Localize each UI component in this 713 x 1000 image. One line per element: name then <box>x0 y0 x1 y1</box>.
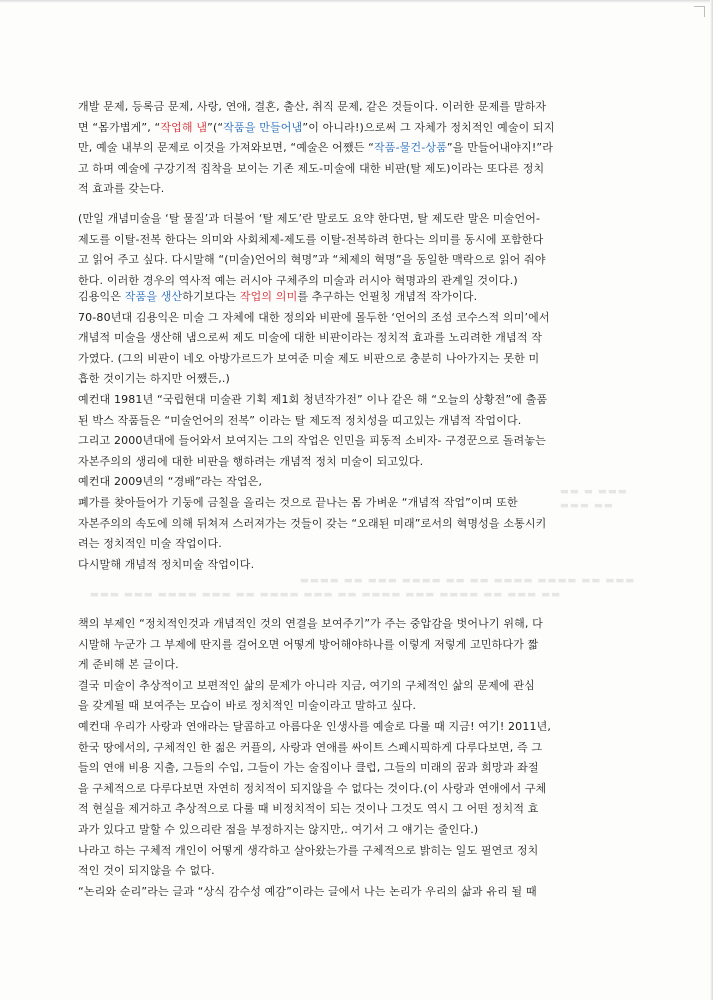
text-run: 고 하며 예술에 구강기적 집착을 보이는 기존 제도-미술에 대한 비판(탈 제도)이라는 또다른 정치 <box>78 162 545 175</box>
text-run: 책의 부제인 “정치적인것과 개념적인 것의 연결을 보여주기”가 주는 중압감을 벗어나기 위해, 다 <box>78 617 543 630</box>
text-line <box>78 372 640 386</box>
text-run: 한국 땅에서의, 구체적인 한 젊은 커플의, 사랑과 연애를 싸이트 스페시픽하게 다루다보면, 즉 그 <box>78 741 543 754</box>
text-run: 제도를 이탈-전복 한다는 의미와 사회체제-제도를 이탈-전복하려 한다는 의미를 동시에 포함한다 <box>78 233 544 246</box>
text-line <box>78 212 640 226</box>
bleed-through-mark: ▬▬ ▬ ▬▬▬ <box>560 486 628 497</box>
highlighted-text: 작업해 냄 <box>160 121 208 134</box>
text-line <box>78 720 640 734</box>
text-line <box>78 496 640 510</box>
text-line <box>78 253 640 267</box>
bleed-through-mark: ▬▬▬▬ ▬▬ ▬▬▬ ▬▬▬▬ ▬▬ ▬▬ ▬▬▬▬ ▬▬▬▬ ▬▬ ▬▬▬ <box>300 575 636 586</box>
text-run: 나라고 하는 구체적 개인이 어떻게 생각하고 살아왔는가를 구체적으로 밝히는 일도 필연코 정치 <box>78 844 539 857</box>
text-line <box>78 885 640 899</box>
text-run: ”이 아니라!)으로써 그 자체가 정치적인 예술이 되지 <box>302 121 555 134</box>
text-run: 그리고 2000년대에 들어와서 보여지는 그의 작업은 인민을 피동적 소비자- 구경꾼으로 돌려놓는 <box>78 434 546 447</box>
text-run: 예컨대 1981년 “국립현대 미술관 기획 제1회 청년작가전” 이나 같은 해 “오늘의 상황전”에 출품 <box>78 393 548 406</box>
text-line <box>78 782 640 796</box>
text-run: 폐가를 찾아들어가 기둥에 금칠을 올리는 것으로 끝나는 몸 가벼운 “개념적 작업”이며 또한 <box>78 496 518 509</box>
highlighted-text: 작업의 의미 <box>239 290 298 303</box>
text-run: ”을 만들어내야지!”라 <box>446 141 554 154</box>
text-run: 가였다. (그의 비판이 네오 아방가르드가 보여준 미술 제도 비판으로 충분히 나아가지는 못한 미 <box>78 352 540 365</box>
text-run: 들의 연애 비용 지출, 그들의 수입, 그들이 가는 술집이나 클럽, 그들의 미래의 꿈과 희망과 좌절 <box>78 761 539 774</box>
text-line <box>78 331 640 345</box>
text-line <box>78 311 640 325</box>
text-run: 김용익은 <box>78 290 125 303</box>
text-run: 을 구체적으로 다루다보면 자연히 정치적이 되지않을 수 없다는 것이다.(이 사랑과 연애에서 구체 <box>78 782 547 795</box>
text-run: 를 추구하는 언필칭 개념적 작가이다. <box>297 290 478 303</box>
text-run: 예컨대 우리가 사랑과 연애라는 달콤하고 아름다운 인생사를 예술로 다룰 때 지금! 여기! 2011년, <box>78 720 552 733</box>
text-line <box>78 761 640 775</box>
text-line <box>78 274 640 288</box>
text-run: 된 박스 작품들은 “미술언어의 전복” 이라는 탈 제도적 정치성을 띠고있는 개념적 작업이다. <box>78 414 522 427</box>
text-line <box>78 844 640 858</box>
text-run: 개발 문제, 등록금 문제, 사랑, 연애, 결혼, 출산, 취직 문제, 같은 것들이다. 이러한 문제를 말하자 <box>78 100 547 113</box>
text-run: 자본주의의 속도에 의해 뒤쳐져 스러져가는 것들이 갖는 “오래된 미래”로서의 혁명성을 소통시키 <box>78 517 547 530</box>
text-run: 적 현실을 제거하고 추상적으로 다룰 때 비정치적이 되는 것이나 그것도 역시 그 어떤 정치적 효 <box>78 802 539 815</box>
text-line <box>78 617 640 631</box>
text-run: 려는 정치적인 미술 작업이다. <box>78 537 222 550</box>
highlighted-text: 작품-물건-상품 <box>374 141 447 154</box>
text-line <box>78 393 640 407</box>
text-line <box>78 679 640 693</box>
text-line <box>78 233 640 247</box>
text-run: 을 갖게될 때 보여주는 모습이 바로 정치적인 미술이라고 말하고 싶다. <box>78 699 417 712</box>
text-run: 예컨대 2009년의 “경배”라는 작업은, <box>78 475 263 488</box>
scan-shadow-top <box>0 0 713 3</box>
text-line <box>78 162 640 176</box>
text-line <box>78 414 640 428</box>
text-line <box>78 558 640 572</box>
text-run: 적 효과를 갖는다. <box>78 182 165 195</box>
corner-crop-mark <box>694 6 705 17</box>
text-line <box>78 141 640 155</box>
text-line <box>78 741 640 755</box>
text-run: 과가 있다고 말할 수 있으리란 점을 부정하지는 않지만,. 여기서 그 얘기는 줄인다.) <box>78 823 479 836</box>
text-line <box>78 864 640 878</box>
text-run: 하기보다는 <box>182 290 240 303</box>
text-run: 다시말해 개념적 정치미술 작업이다. <box>78 558 255 571</box>
text-run: 고 읽어 주고 싶다. 다시말해 “(미술)언어의 혁명”과 “체제의 혁명”을 동일한 맥락으로 읽어 줘야 <box>78 253 546 266</box>
text-run: 결국 미술이 추상적이고 보편적인 삶의 문제가 아니라 지금, 여기의 구체적인 삶의 문제에 관심 <box>78 679 535 692</box>
text-run: (만일 개념미술을 ‘탈 물질’과 더불어 ‘탈 제도’란 말로도 요약 한다면, 탈 제도란 말은 미술언어- <box>78 212 541 225</box>
text-run: 자본주의의 생리에 대한 비판을 행하려는 개념적 정치 미술이 되고있다. <box>78 455 424 468</box>
text-run: ”(“ <box>207 121 224 134</box>
text-line <box>78 434 640 448</box>
text-line <box>78 638 640 652</box>
highlighted-text: 작품을 만들어냄 <box>223 121 303 134</box>
text-run: 만, 예술 내부의 문제로 이것을 가져와보면, “예술은 어쨌든 “ <box>78 141 375 154</box>
bleed-through-mark: ▬▬▬ ▬▬ <box>560 500 614 511</box>
text-run: “논리와 순리”라는 글과 “상식 감수성 예감”이라는 글에서 나는 논리가 우리의 삶과 유리 될 때 <box>78 885 537 898</box>
text-run: 한다. 이러한 경우의 역사적 예는 러시아 구체주의 미술과 러시아 혁명과의 관계일 것이다.) <box>78 274 518 287</box>
text-line <box>78 475 640 489</box>
text-run: 개념적 미술을 생산해 냄으로써 제도 미술에 대한 비판이라는 정치적 효과를 노리려한 개념적 작 <box>78 331 543 344</box>
bleed-through-mark: ▬▬▬ ▬▬▬ ▬▬▬▬ ▬▬▬ ▬▬ ▬▬▬▬ ▬▬▬ ▬▬ ▬▬▬▬ ▬▬▬ ▬▬▬▬ ▬▬ ▬▬▬ ▬▬ <box>90 589 562 600</box>
text-run: 적인 것이 되지않을 수 없다. <box>78 864 215 877</box>
text-line <box>78 182 640 196</box>
text-line <box>78 290 640 304</box>
text-line <box>78 100 640 114</box>
highlighted-text: 작품을 생산 <box>124 290 183 303</box>
text-line <box>78 455 640 469</box>
text-run: 70-80년대 김용익은 미술 그 자체에 대한 정의와 비판에 몰두한 ‘언어의 조섬 코수스적 의미’에서 <box>78 311 550 324</box>
text-run: 게 준비해 본 글이다. <box>78 658 179 671</box>
text-line <box>78 537 640 551</box>
text-line <box>78 802 640 816</box>
text-line <box>78 699 640 713</box>
text-run: 흡한 것이기는 하지만 어쨌든,.) <box>78 372 230 385</box>
text-line <box>78 823 640 837</box>
text-line <box>78 352 640 366</box>
text-run: 면 “몸가볍게”, “ <box>78 121 161 134</box>
text-line <box>78 121 640 135</box>
text-run: 시말해 누군가 그 부제에 딴지를 걸어오면 어떻게 방어해야하나를 이렇게 저렇게 고민하다가 짧 <box>78 638 539 651</box>
text-line <box>78 517 640 531</box>
text-line <box>78 658 640 672</box>
